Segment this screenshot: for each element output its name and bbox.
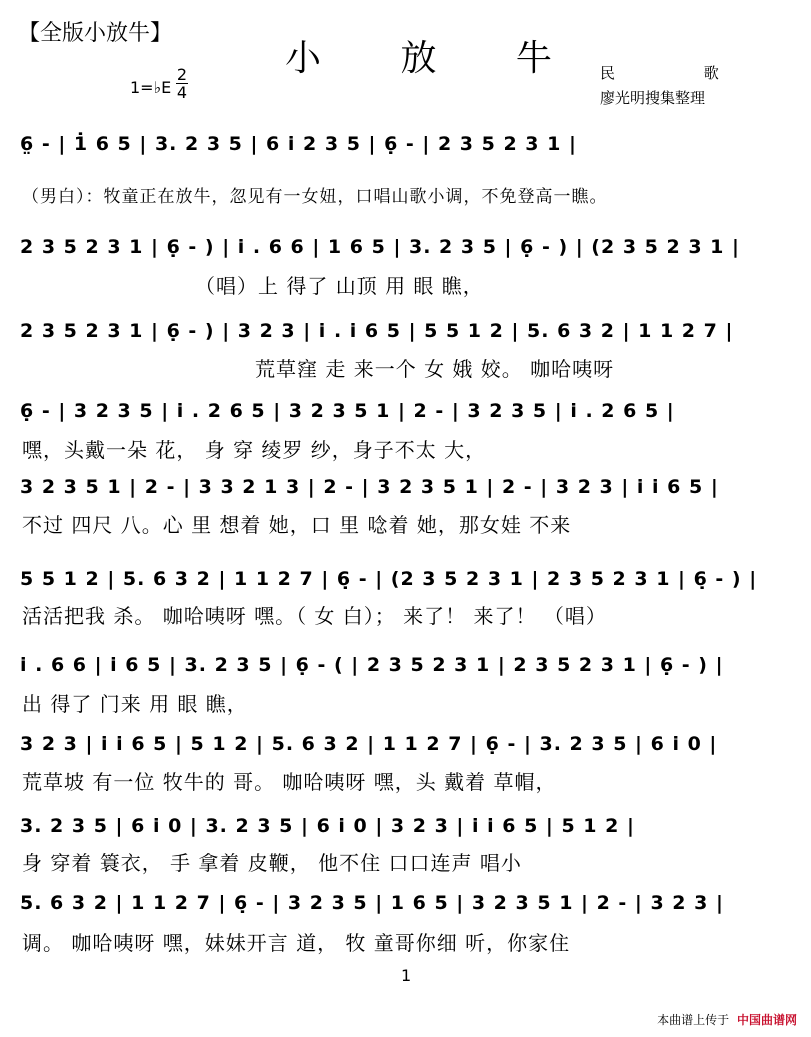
notation-line: 6̣ - | 3 2 3 5 | i . 2 6 5 | 3 2 3 5 1 | 2 - | 3 2 3 5 | i . 2 6 5 | xyxy=(20,400,675,422)
lyric-line: （男白）：牧童正在放牛，忽见有一女妞，口唱山歌小调，不免登高一瞧。 xyxy=(22,187,608,207)
lyric-line: 不过 四尺 八。心 里 想着 她，口 里 唸着 她，那女娃 不来 xyxy=(22,513,572,537)
credit-arranger: 廖光明搜集整理 xyxy=(600,89,706,107)
lyric-line: 出 得了 门来 用 眼 瞧， xyxy=(22,692,248,716)
site-footer[interactable] xyxy=(657,1011,797,1028)
lyric-line: 调。 咖哈咦呀 嘿，妹妹开言 道， 牧 童哥你细 听，你家住 xyxy=(22,931,571,955)
notation-line: 3. 2 3 5 | 6 i 0 | 3. 2 3 5 | 6 i 0 | 3 2 3 | i i 6 5 | 5 1 2 | xyxy=(20,815,635,837)
upload-note: 本曲谱上传于 xyxy=(657,1013,730,1027)
key-signature: 1=♭E xyxy=(130,78,172,97)
notation-line: i . 6 6 | i 6 5 | 3. 2 3 5 | 6̣ - ( | 2 3 5 2 3 1 | 2 3 5 2 3 1 | 6̣ - ) | xyxy=(20,654,724,676)
notation-line: 2 3 5 2 3 1 | 6̣ - ) | 3 2 3 | i . i 6 5 | 5 5 1 2 | 5. 6 3 2 | 1 1 2 7 | xyxy=(20,320,734,342)
song-tag: 【全版小放牛】 xyxy=(18,21,173,46)
lyric-line: 嘿，头戴一朵 花， 身 穿 绫罗 纱，身子不太 大， xyxy=(22,438,487,462)
site-logo[interactable]: 中国曲谱网 xyxy=(736,1013,797,1027)
page-number: 1 xyxy=(401,966,412,985)
notation-line: 3 2 3 | i i 6 5 | 5 1 2 | 5. 6 3 2 | 1 1 2 7 | 6̣ - | 3. 2 3 5 | 6 i 0 | xyxy=(20,733,718,755)
meter-bottom: 4 xyxy=(176,83,188,102)
lyric-line: 活活把我 杀。 咖哈咦呀 嘿。（ 女 白）； 来了！ 来了！ （唱） xyxy=(22,604,607,628)
notation-line: 5. 6 3 2 | 1 1 2 7 | 6̣ - | 3 2 3 5 | 1 6 5 | 3 2 3 5 1 | 2 - | 3 2 3 | xyxy=(20,892,724,914)
lyric-line: 荒草坡 有一位 牧牛的 哥。 咖哈咦呀 嘿，头 戴着 草帽， xyxy=(22,770,557,794)
notation-line: 3 2 3 5 1 | 2 - | 3 3 2 1 3 | 2 - | 3 2 3 5 1 | 2 - | 3 2 3 | i i 6 5 | xyxy=(20,476,719,498)
notation-line: 2 3 5 2 3 1 | 6̣ - ) | i . 6 6 | 1 6 5 | 3. 2 3 5 | 6̣ - ) | (2 3 5 2 3 1 | xyxy=(20,236,740,258)
song-title: 小 放 牛 xyxy=(285,38,586,79)
notation-line: 5 5 1 2 | 5. 6 3 2 | 1 1 2 7 | 6̣ - | (2 3 5 2 3 1 | 2 3 5 2 3 1 | 6̣ - ) | xyxy=(20,568,758,590)
lyric-line: （唱）上 得了 山顶 用 眼 瞧， xyxy=(195,274,484,298)
meter-top: 2 xyxy=(176,65,188,84)
notation-line: 6̤ - | 1̇ 6 5 | 3. 2 3 5 | 6 i 2 3 5 | 6̣ - | 2 3 5 2 3 1 | xyxy=(20,133,577,155)
credit-genre: 民 歌 xyxy=(600,64,721,82)
lyric-line: 荒草窪 走 来一个 女 娥 姣。 咖哈咦呀 xyxy=(255,357,615,381)
lyric-line: 身 穿着 簑衣， 手 拿着 皮鞭， 他不住 口口连声 唱小 xyxy=(22,851,522,875)
time-signature xyxy=(176,66,188,101)
